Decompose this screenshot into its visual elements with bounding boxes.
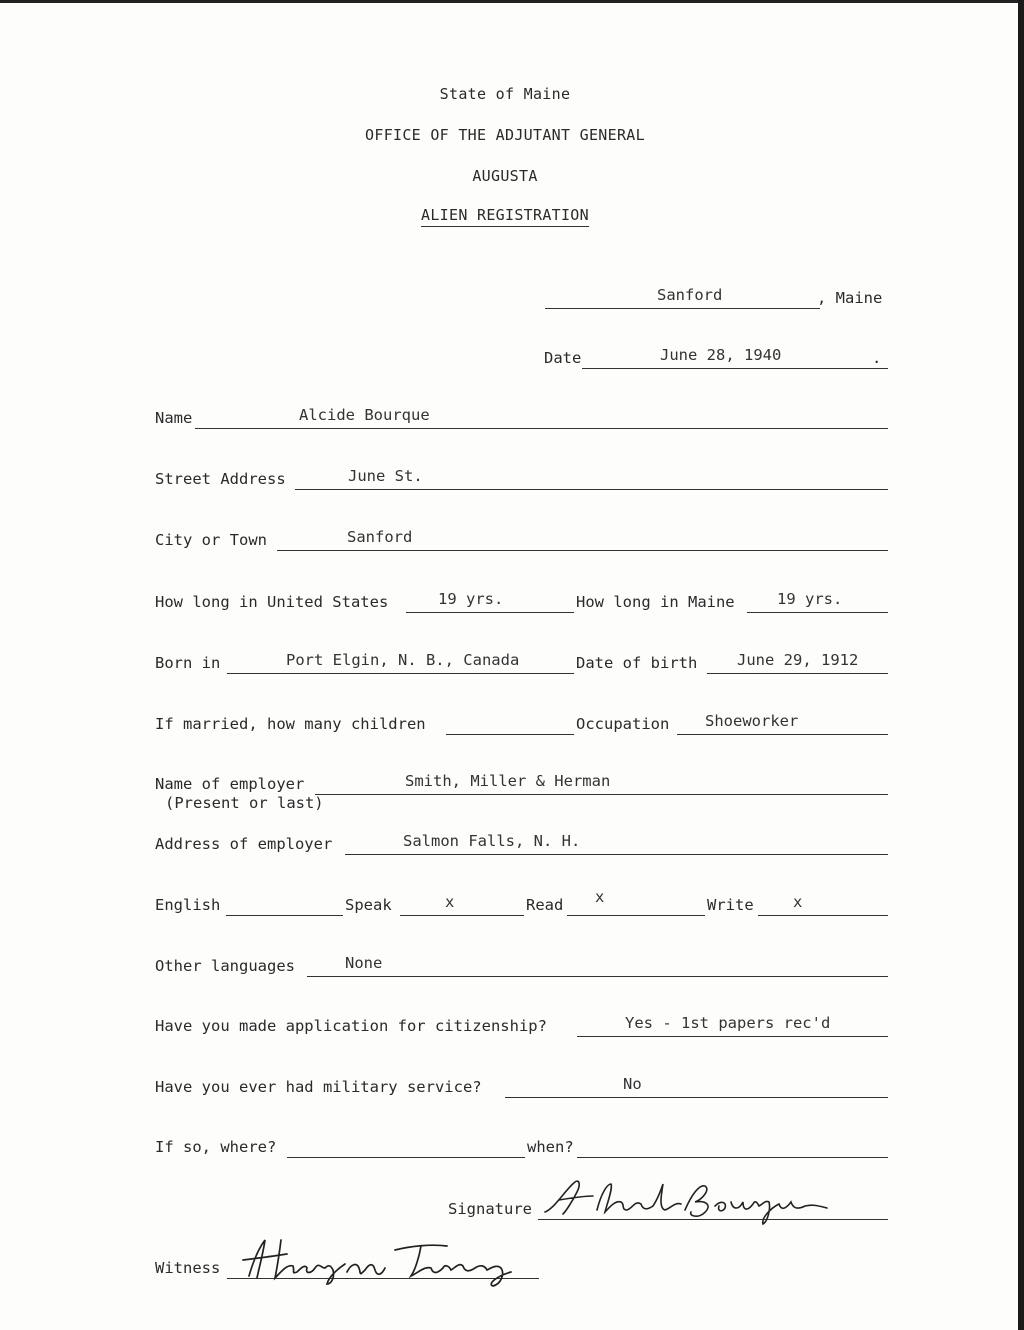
- employer-value: Smith, Miller & Herman: [405, 772, 611, 790]
- residency-row: [155, 589, 890, 613]
- employer-address-value: Salmon Falls, N. H.: [403, 832, 581, 850]
- speak-label: Speak: [345, 896, 392, 914]
- date-end: .: [872, 349, 882, 367]
- english-label: English: [155, 896, 221, 914]
- employer-line: [315, 794, 888, 795]
- date-label: Date: [544, 349, 582, 367]
- born-in-label: Born in: [155, 654, 221, 672]
- maine-years-line: [747, 612, 888, 613]
- city-line: [277, 550, 888, 551]
- location-row: [545, 285, 890, 309]
- name-row: [155, 405, 890, 429]
- citizenship-row: [155, 1013, 890, 1037]
- us-years-line: [406, 612, 574, 613]
- english-line: [226, 915, 343, 916]
- employer-row: [155, 771, 890, 795]
- dob-label: Date of birth: [576, 654, 698, 672]
- city-title: AUGUSTA: [472, 167, 538, 185]
- witness-label: Witness: [155, 1259, 221, 1277]
- maine-years-label: How long in Maine: [576, 593, 735, 611]
- form-title: [0, 206, 1010, 224]
- languages-row: [155, 953, 890, 977]
- military-label: Have you ever had military service?: [155, 1078, 482, 1096]
- birth-row: [155, 650, 890, 674]
- us-years-label: How long in United States: [155, 593, 389, 611]
- street-value: June St.: [348, 467, 423, 485]
- where-line: [287, 1157, 525, 1158]
- name-label: Name: [155, 409, 193, 427]
- date-value: June 28, 1940: [660, 346, 782, 364]
- location-line: [545, 308, 820, 309]
- name-value: Alcide Bourque: [299, 406, 430, 424]
- born-in-value: Port Elgin, N. B., Canada: [286, 651, 520, 669]
- military-row: [155, 1074, 890, 1098]
- read-value: x: [595, 888, 605, 906]
- city-label: City or Town: [155, 531, 267, 549]
- write-line: [758, 915, 888, 916]
- employer-sublabel: (Present or last): [165, 794, 324, 812]
- occupation-line: [677, 734, 888, 735]
- employer-address-row: [155, 831, 890, 855]
- when-line: [577, 1157, 888, 1158]
- form-title-text: ALIEN REGISTRATION: [421, 206, 589, 227]
- office-title: OFFICE OF THE ADJUTANT GENERAL: [365, 126, 645, 144]
- city-value: Sanford: [347, 528, 413, 546]
- witness-handwriting: [235, 1232, 535, 1287]
- location-state: , Maine: [817, 289, 883, 307]
- languages-value: None: [345, 954, 383, 972]
- dob-line: [707, 673, 888, 674]
- street-label: Street Address: [155, 470, 286, 488]
- languages-line: [307, 976, 888, 977]
- family-row: [155, 711, 890, 735]
- read-line: [567, 915, 705, 916]
- employer-address-line: [345, 854, 888, 855]
- write-label: Write: [707, 896, 754, 914]
- city-row: [155, 527, 890, 551]
- read-label: Read: [526, 896, 564, 914]
- english-row: [155, 888, 890, 916]
- employer-label: Name of employer: [155, 775, 305, 793]
- maine-years-value: 19 yrs.: [777, 590, 843, 608]
- write-value: x: [793, 893, 803, 911]
- speak-value: x: [445, 893, 455, 911]
- signature-label: Signature: [448, 1200, 532, 1218]
- born-in-line: [227, 673, 574, 674]
- scan-edge-right: [1018, 0, 1024, 1330]
- scan-edge-top: [0, 0, 1024, 3]
- where-label: If so, where?: [155, 1138, 277, 1156]
- speak-line: [400, 915, 524, 916]
- street-row: [155, 466, 890, 490]
- date-row: [544, 345, 889, 369]
- children-line: [446, 734, 574, 735]
- us-years-value: 19 yrs.: [438, 590, 504, 608]
- languages-label: Other languages: [155, 957, 295, 975]
- occupation-label: Occupation: [576, 715, 670, 733]
- name-line: [195, 428, 888, 429]
- dob-value: June 29, 1912: [737, 651, 859, 669]
- when-label: when?: [527, 1138, 574, 1156]
- date-line: [582, 368, 888, 369]
- military-line: [505, 1097, 888, 1098]
- employer-address-label: Address of employer: [155, 835, 333, 853]
- street-line: [295, 489, 888, 490]
- location-town: Sanford: [657, 286, 723, 304]
- military-value: No: [623, 1075, 642, 1093]
- children-label: If married, how many children: [155, 715, 426, 733]
- signature-handwriting: [535, 1170, 835, 1225]
- citizenship-label: Have you made application for citizenship?: [155, 1017, 547, 1035]
- occupation-value: Shoeworker: [705, 712, 799, 730]
- citizenship-value: Yes - 1st papers rec'd: [625, 1014, 831, 1032]
- state-title: State of Maine: [439, 85, 571, 103]
- citizenship-line: [577, 1036, 888, 1037]
- service-detail-row: [155, 1134, 890, 1158]
